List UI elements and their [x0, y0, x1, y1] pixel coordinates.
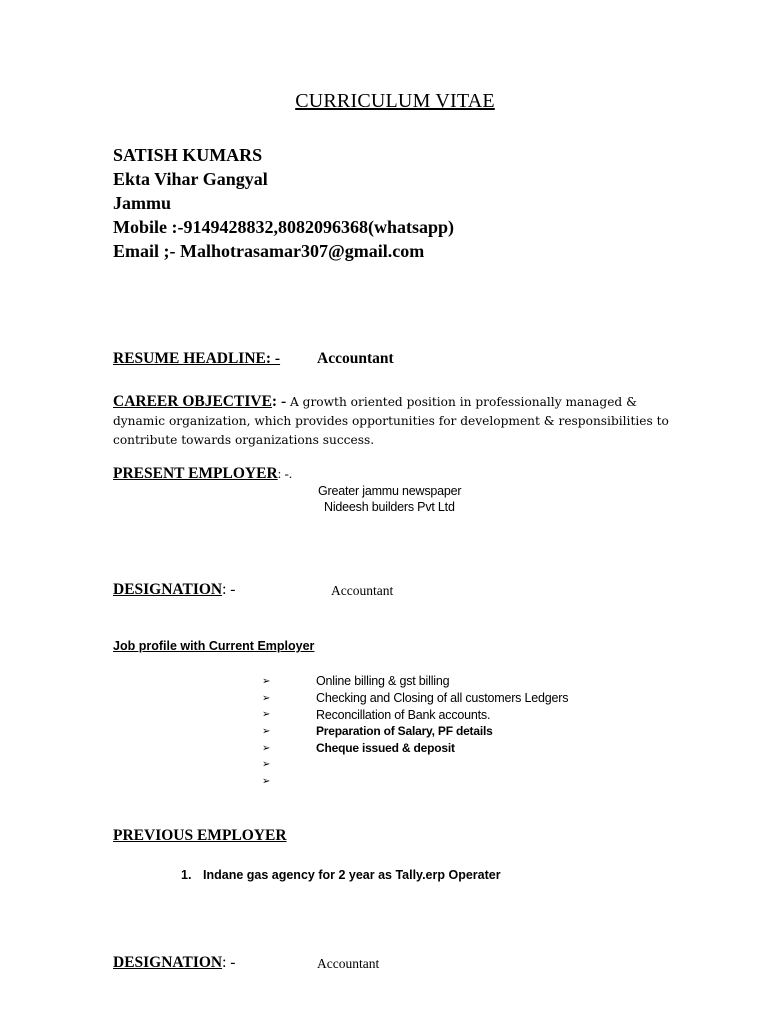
previous-employer-item-number: 1. — [181, 868, 192, 882]
present-employer-separator: : -. — [277, 466, 293, 481]
designation-1-label: DESIGNATION — [113, 581, 223, 598]
designation-1-heading — [113, 581, 235, 599]
designation-2-value: Accountant — [317, 956, 380, 971]
resume-headline-value: Accountant — [317, 350, 394, 367]
arrow-bullet-icon: ➢ — [262, 675, 271, 687]
resume-headline-label: RESUME HEADLINE: - — [113, 350, 281, 367]
present-employer-2: Nideesh builders Pvt Ltd — [324, 500, 455, 514]
designation-2-label: DESIGNATION — [113, 954, 223, 971]
job-profile-item — [262, 756, 568, 773]
designation-1-value: Accountant — [331, 583, 394, 598]
address-line-2: Jammu — [113, 193, 171, 213]
job-profile-list — [262, 673, 568, 790]
career-objective-text: A growth oriented position in professionally managed & dynamic organization, which provides opportunities for development & responsibilities to contribute towards organizations success. — [113, 395, 669, 447]
job-profile-heading: Job profile with Current Employer — [113, 639, 315, 653]
candidate-name: SATISH KUMARS — [113, 145, 263, 165]
address-line-1: Ekta Vihar Gangyal — [113, 169, 268, 189]
job-profile-item-text: Cheque issued & deposit — [316, 741, 455, 756]
previous-employer-item-text: Indane gas agency for 2 year as Tally.erp Operater — [203, 868, 501, 882]
designation-2-heading — [113, 954, 235, 972]
career-objective — [113, 393, 673, 450]
document-title: CURRICULUM VITAE — [295, 90, 495, 112]
arrow-bullet-icon: ➢ — [262, 775, 271, 787]
previous-employer-heading: PREVIOUS EMPLOYER — [113, 827, 287, 844]
job-profile-item-text: Reconcillation of Bank accounts. — [316, 707, 491, 722]
email-address: Email ;- Malhotrasamar307@gmail.com — [113, 241, 425, 261]
arrow-bullet-icon: ➢ — [262, 692, 271, 704]
arrow-bullet-icon: ➢ — [262, 759, 271, 771]
job-profile-item — [262, 690, 568, 707]
arrow-bullet-icon: ➢ — [262, 742, 271, 754]
job-profile-item — [262, 706, 568, 723]
job-profile-item — [262, 673, 568, 690]
job-profile-item-text: Preparation of Salary, PF details — [316, 724, 493, 739]
job-profile-item — [262, 773, 568, 790]
job-profile-item-text: Online billing & gst billing — [316, 674, 450, 689]
present-employer-heading — [113, 465, 292, 483]
designation-1-separator: : - — [222, 581, 236, 598]
designation-2-separator: : - — [222, 954, 236, 971]
job-profile-item — [262, 723, 568, 740]
previous-employer-item — [181, 868, 501, 882]
career-objective-label: CAREER OBJECTIVE — [113, 393, 272, 410]
job-profile-item — [262, 740, 568, 757]
mobile-number: Mobile :-9149428832,8082096368(whatsapp) — [113, 217, 454, 237]
contact-block — [113, 143, 454, 263]
career-objective-separator: : - — [271, 393, 290, 410]
present-employer-1: Greater jammu newspaper — [318, 484, 462, 498]
arrow-bullet-icon: ➢ — [262, 709, 271, 721]
job-profile-item-text: Checking and Closing of all customers Ledgers — [316, 691, 569, 706]
present-employer-label: PRESENT EMPLOYER — [113, 465, 278, 482]
arrow-bullet-icon: ➢ — [262, 725, 271, 737]
